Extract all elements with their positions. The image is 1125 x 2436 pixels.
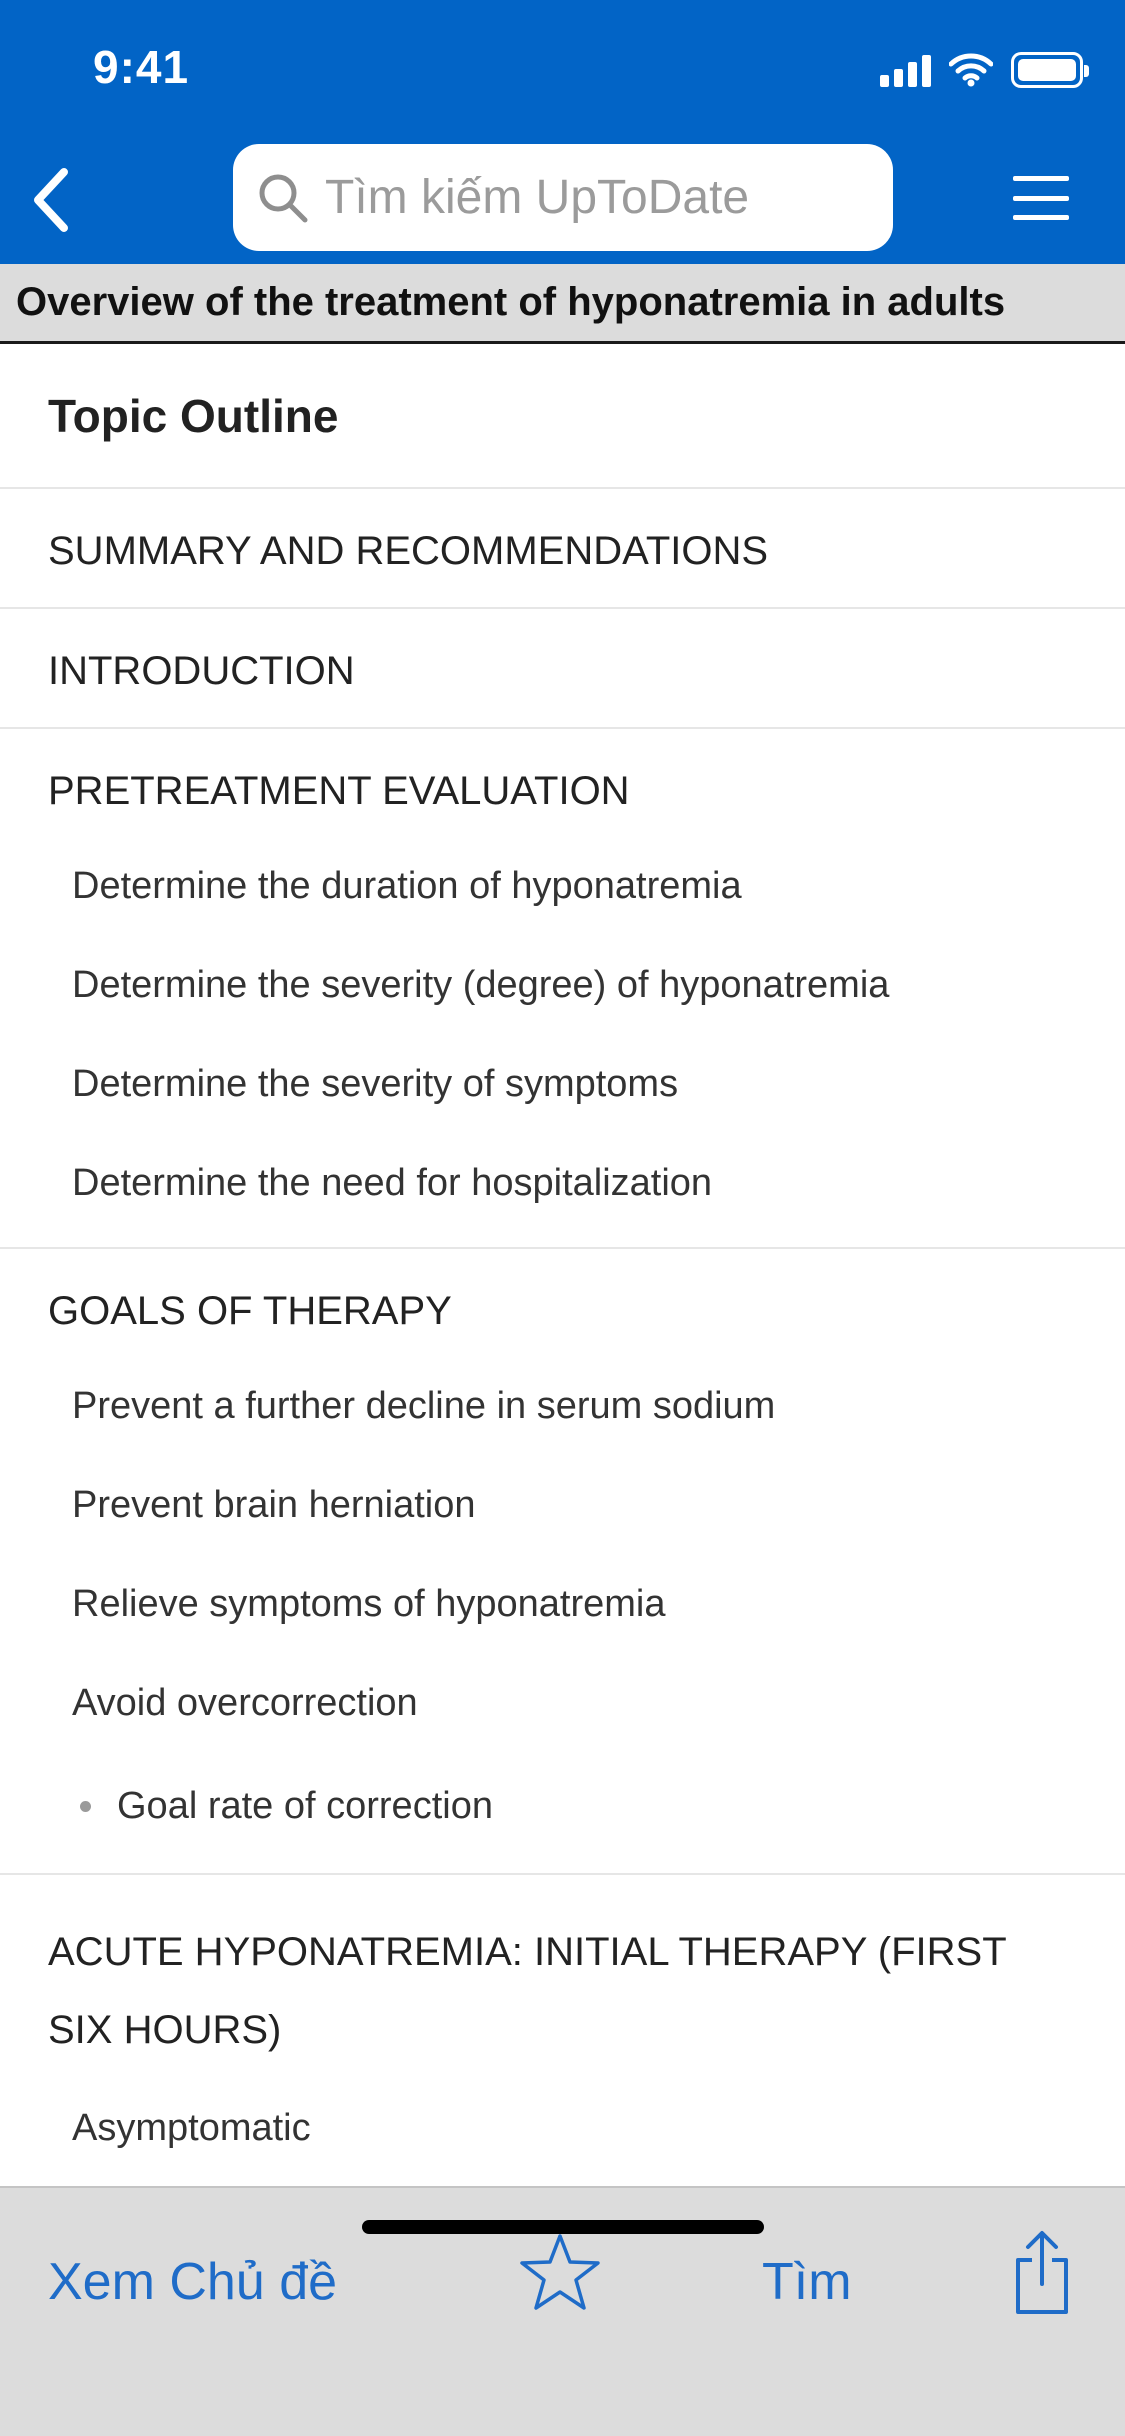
section-link-introduction[interactable]: INTRODUCTION (48, 649, 355, 693)
subsection-link[interactable]: Determine the severity of symptoms (72, 1063, 679, 1105)
section-link-summary[interactable]: SUMMARY AND RECOMMENDATIONS (48, 529, 769, 573)
subsection-link[interactable]: Prevent a further decline in serum sodium (72, 1385, 776, 1427)
search-input[interactable] (325, 170, 865, 225)
status-icons (880, 50, 1083, 90)
subsection-link[interactable]: Avoid overcorrection (72, 1682, 418, 1724)
back-chevron-icon (30, 168, 70, 232)
topic-outline (0, 344, 1125, 2192)
subsection-link[interactable]: Asymptomatic (72, 2107, 311, 2149)
find-button[interactable]: Tìm (762, 2253, 852, 2311)
star-icon[interactable] (518, 2232, 602, 2316)
back-button[interactable] (20, 160, 80, 240)
status-time: 9:41 (93, 41, 190, 93)
outline-section (0, 609, 1125, 729)
section-link-acute[interactable]: ACUTE HYPONATREMIA: INITIAL THERAPY (FIRST SIX HOURS) (48, 1930, 1006, 2052)
outline-section (0, 489, 1125, 609)
outline-section (0, 729, 1125, 1249)
home-indicator (362, 2220, 764, 2234)
view-topic-button[interactable]: Xem Chủ đề (48, 2253, 338, 2311)
outline-heading: Topic Outline (0, 344, 1125, 489)
search-icon (255, 170, 311, 226)
outline-section (0, 1249, 1125, 1875)
search-field[interactable] (233, 144, 893, 251)
share-icon[interactable] (1012, 2228, 1072, 2318)
wifi-icon (949, 53, 993, 87)
outline-section (0, 1875, 1125, 2192)
section-link-pretreatment[interactable]: PRETREATMENT EVALUATION (48, 769, 630, 813)
subsection-link[interactable]: Determine the duration of hyponatremia (72, 865, 742, 907)
subsection-link[interactable]: Determine the need for hospitalization (72, 1162, 713, 1204)
bullet-label: Goal rate of correction (117, 1784, 493, 1827)
battery-icon (1011, 52, 1083, 88)
signal-icon (880, 53, 931, 87)
subsection-link[interactable]: Determine the severity (degree) of hyponatremia (72, 964, 890, 1006)
subsection-link[interactable]: Prevent brain herniation (72, 1484, 476, 1526)
bullet-dot (80, 1801, 91, 1812)
subsection-link[interactable]: Relieve symptoms of hyponatremia (72, 1583, 666, 1625)
topic-title-bar (0, 264, 1125, 344)
topic-title: Overview of the treatment of hyponatremia in adults (16, 280, 1006, 324)
navigation-bar (0, 0, 1125, 264)
menu-icon[interactable] (1013, 176, 1069, 220)
section-link-goals[interactable]: GOALS OF THERAPY (48, 1289, 452, 1333)
bullet-subsection-link[interactable] (0, 1753, 1125, 1859)
